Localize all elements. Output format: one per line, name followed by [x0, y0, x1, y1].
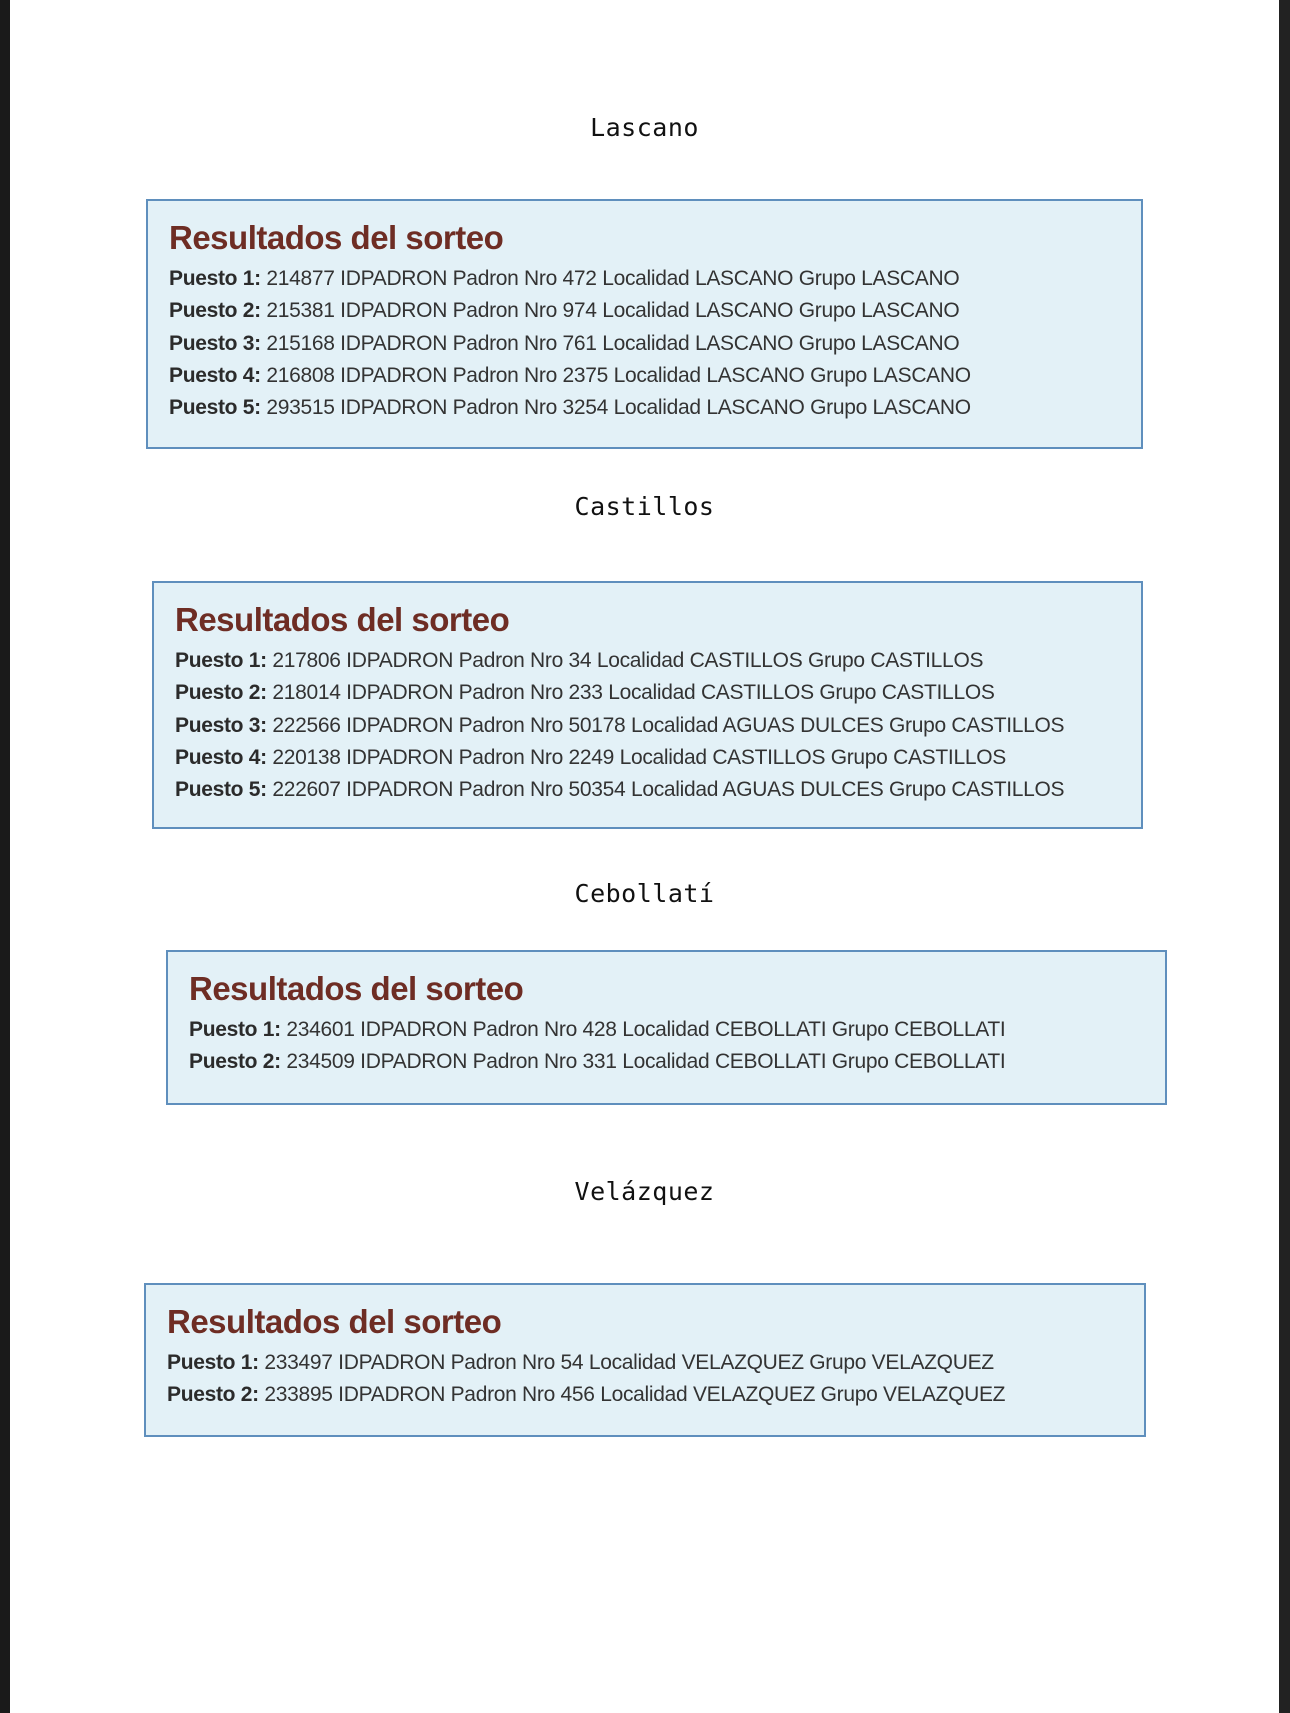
entry-label: Puesto 3:: [169, 331, 261, 355]
result-entry: [175, 774, 1141, 806]
entry-text: 216808 IDPADRON Padron Nro 2375 Localidad LASCANO Grupo LASCANO: [266, 363, 971, 387]
entry-label: Puesto 2:: [167, 1383, 259, 1407]
result-entry: [167, 1379, 1144, 1411]
entry-label: Puesto 4:: [169, 363, 261, 387]
results-heading: Resultados del sorteo: [189, 970, 524, 1007]
entry-label: Puesto 3:: [175, 713, 267, 737]
entry-text: 220138 IDPADRON Padron Nro 2249 Localidad CASTILLOS Grupo CASTILLOS: [272, 745, 1006, 769]
section-title-lascano: Lascano: [590, 113, 699, 142]
entry-text: 293515 IDPADRON Padron Nro 3254 Localidad LASCANO Grupo LASCANO: [266, 396, 971, 420]
entry-text: 234509 IDPADRON Padron Nro 331 Localidad CEBOLLATI Grupo CEBOLLATI: [286, 1050, 1006, 1074]
entry-label: Puesto 1:: [169, 267, 261, 290]
entry-text: 234601 IDPADRON Padron Nro 428 Localidad CEBOLLATI Grupo CEBOLLATI: [286, 1018, 1006, 1041]
entry-label: Puesto 2:: [189, 1050, 281, 1074]
entry-text: 217806 IDPADRON Padron Nro 34 Localidad CASTILLOS Grupo CASTILLOS: [272, 649, 984, 672]
results-box-castillos: [152, 581, 1143, 829]
result-entry: [169, 263, 1141, 295]
result-entry: [169, 360, 1141, 392]
result-entry: [167, 1347, 1144, 1379]
entry-text: 215381 IDPADRON Padron Nro 974 Localidad LASCANO Grupo LASCANO: [266, 299, 960, 323]
entry-label: Puesto 1:: [189, 1018, 281, 1041]
entry-label: Puesto 2:: [169, 299, 261, 323]
section-title-castillos: Castillos: [574, 492, 715, 521]
result-entry: [169, 328, 1141, 360]
entry-label: Puesto 5:: [169, 396, 261, 420]
entry-text: 215168 IDPADRON Padron Nro 761 Localidad LASCANO Grupo LASCANO: [266, 331, 960, 355]
results-box-lascano: [146, 199, 1143, 449]
document-page: [10, 0, 1279, 1713]
entry-text: 233895 IDPADRON Padron Nro 456 Localidad VELAZQUEZ Grupo VELAZQUEZ: [264, 1383, 1006, 1407]
result-entry: [175, 645, 1141, 677]
results-heading: Resultados del sorteo: [169, 219, 504, 256]
entry-text: 222607 IDPADRON Padron Nro 50354 Localidad AGUAS DULCES Grupo CASTILLOS: [272, 778, 1065, 802]
entry-text: 222566 IDPADRON Padron Nro 50178 Localidad AGUAS DULCES Grupo CASTILLOS: [272, 713, 1065, 737]
entry-label: Puesto 5:: [175, 778, 267, 802]
result-entry: [175, 710, 1141, 742]
entry-label: Puesto 1:: [167, 1351, 259, 1374]
results-heading: Resultados del sorteo: [175, 601, 510, 638]
entry-text: 218014 IDPADRON Padron Nro 233 Localidad CASTILLOS Grupo CASTILLOS: [272, 681, 995, 705]
entry-label: Puesto 4:: [175, 745, 267, 769]
result-entry: [189, 1046, 1165, 1078]
window-edge: [1279, 0, 1290, 1713]
entry-label: Puesto 2:: [175, 681, 267, 705]
entry-text: 233497 IDPADRON Padron Nro 54 Localidad VELAZQUEZ Grupo VELAZQUEZ: [264, 1351, 994, 1374]
results-box-velazquez: [144, 1283, 1146, 1437]
result-entry: [175, 677, 1141, 709]
result-entry: [169, 392, 1141, 424]
results-heading: Resultados del sorteo: [167, 1303, 502, 1340]
result-entry: [189, 1014, 1165, 1046]
section-title-cebollati: Cebollatí: [574, 879, 715, 908]
entry-label: Puesto 1:: [175, 649, 267, 672]
entry-text: 214877 IDPADRON Padron Nro 472 Localidad LASCANO Grupo LASCANO: [266, 267, 960, 290]
result-entry: [169, 295, 1141, 327]
result-entry: [175, 742, 1141, 774]
results-box-cebollati: [166, 950, 1167, 1105]
section-title-velazquez: Velázquez: [574, 1177, 715, 1206]
